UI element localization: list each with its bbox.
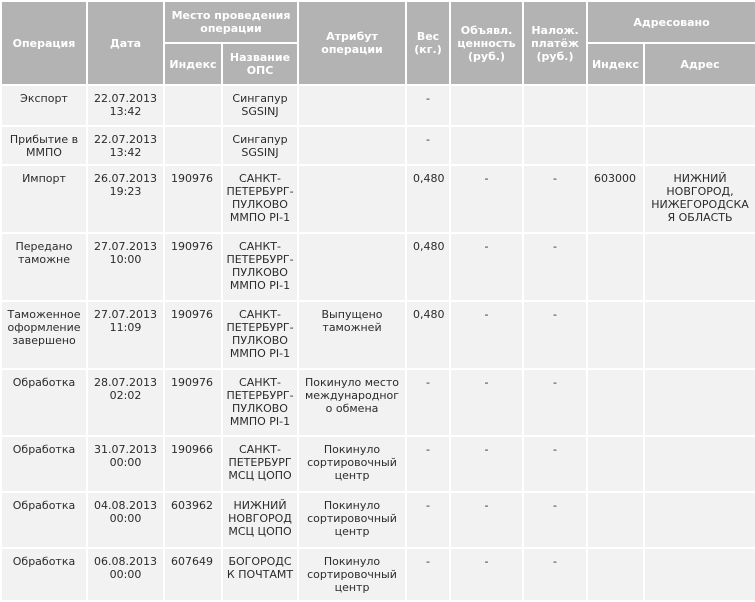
- cell-address: [644, 233, 755, 301]
- cell-ops-name: САНКТ-ПЕТЕРБУРГ МСЦ ЦОПО: [222, 436, 298, 492]
- cell-operation: Обработка: [1, 548, 87, 601]
- header-address: Адрес: [644, 43, 755, 85]
- cell-weight: 0,480: [406, 301, 450, 369]
- cell-declared-value: -: [450, 492, 523, 548]
- table-row: [1, 165, 755, 233]
- cell-declared-value: -: [450, 165, 523, 233]
- cell-index: [164, 126, 222, 165]
- cell-date: 22.07.2013 13:42: [87, 85, 164, 126]
- cell-ops-name: Сингапур SGSINJ: [222, 85, 298, 126]
- cell-date: 27.07.2013 10:00: [87, 233, 164, 301]
- cell-address: [644, 492, 755, 548]
- cell-weight: -: [406, 126, 450, 165]
- cell-index: 190976: [164, 301, 222, 369]
- cell-declared-value: -: [450, 369, 523, 436]
- cell-operation: Экспорт: [1, 85, 87, 126]
- cell-ops-name: НИЖНИЙ НОВГОРОД МСЦ ЦОПО: [222, 492, 298, 548]
- cell-weight: -: [406, 548, 450, 601]
- cell-date: 06.08.2013 00:00: [87, 548, 164, 601]
- cell-attribute: [298, 233, 406, 301]
- header-index: Индекс: [164, 43, 222, 85]
- table-row: [1, 492, 755, 548]
- cell-cod: -: [523, 369, 587, 436]
- table-row: [1, 233, 755, 301]
- cell-attribute: Покинуло место международного обмена: [298, 369, 406, 436]
- table-row: [1, 301, 755, 369]
- cell-date: 26.07.2013 19:23: [87, 165, 164, 233]
- header-operation: Операция: [1, 1, 87, 85]
- cell-operation: Передано таможне: [1, 233, 87, 301]
- cell-date: 22.07.2013 13:42: [87, 126, 164, 165]
- cell-attribute: [298, 165, 406, 233]
- header-cod: Налож. платёж (руб.): [523, 1, 587, 85]
- cell-operation: Обработка: [1, 436, 87, 492]
- cell-declared-value: [450, 85, 523, 126]
- cell-cod: -: [523, 436, 587, 492]
- cell-index: 190976: [164, 369, 222, 436]
- cell-weight: 0,480: [406, 233, 450, 301]
- cell-declared-value: -: [450, 233, 523, 301]
- cell-address: [644, 369, 755, 436]
- cell-addr-index: [587, 369, 644, 436]
- cell-attribute: Покинуло сортировочный центр: [298, 548, 406, 601]
- table-row: [1, 369, 755, 436]
- cell-index: 607649: [164, 548, 222, 601]
- cell-cod: -: [523, 165, 587, 233]
- cell-index: [164, 85, 222, 126]
- cell-addr-index: 603000: [587, 165, 644, 233]
- cell-operation: Таможенное оформление завершено: [1, 301, 87, 369]
- cell-addr-index: [587, 233, 644, 301]
- header-date: Дата: [87, 1, 164, 85]
- cell-ops-name: САНКТ-ПЕТЕРБУРГ-ПУЛКОВО ММПО PI-1: [222, 233, 298, 301]
- cell-index: 190976: [164, 233, 222, 301]
- cell-ops-name: Сингапур SGSINJ: [222, 126, 298, 165]
- cell-weight: -: [406, 436, 450, 492]
- cell-operation: Прибытие в ММПО: [1, 126, 87, 165]
- cell-address: [644, 126, 755, 165]
- cell-operation: Импорт: [1, 165, 87, 233]
- table-row: [1, 548, 755, 601]
- cell-weight: -: [406, 369, 450, 436]
- cell-addr-index: [587, 126, 644, 165]
- cell-index: 190976: [164, 165, 222, 233]
- cell-address: [644, 548, 755, 601]
- cell-attribute: [298, 126, 406, 165]
- cell-addr-index: [587, 548, 644, 601]
- cell-addr-index: [587, 301, 644, 369]
- cell-attribute: [298, 85, 406, 126]
- table-row: [1, 126, 755, 165]
- cell-ops-name: БОГОРОДСК ПОЧТАМТ: [222, 548, 298, 601]
- cell-date: 28.07.2013 02:02: [87, 369, 164, 436]
- header-declared-value: Объявл. ценность (руб.): [450, 1, 523, 85]
- cell-address: [644, 85, 755, 126]
- cell-ops-name: САНКТ-ПЕТЕРБУРГ-ПУЛКОВО ММПО PI-1: [222, 301, 298, 369]
- cell-address: [644, 436, 755, 492]
- table-row: [1, 436, 755, 492]
- cell-addr-index: [587, 492, 644, 548]
- cell-weight: -: [406, 85, 450, 126]
- table-header: [1, 1, 755, 85]
- cell-date: 04.08.2013 00:00: [87, 492, 164, 548]
- cell-attribute: Покинуло сортировочный центр: [298, 436, 406, 492]
- cell-addr-index: [587, 85, 644, 126]
- cell-address: [644, 301, 755, 369]
- cell-weight: -: [406, 492, 450, 548]
- cell-weight: 0,480: [406, 165, 450, 233]
- cell-ops-name: САНКТ-ПЕТЕРБУРГ-ПУЛКОВО ММПО PI-1: [222, 165, 298, 233]
- table-row: [1, 85, 755, 126]
- cell-index: 190966: [164, 436, 222, 492]
- table-body: [1, 85, 755, 601]
- header-attribute: Атрибут операции: [298, 1, 406, 85]
- cell-cod: [523, 126, 587, 165]
- cell-cod: -: [523, 233, 587, 301]
- cell-addr-index: [587, 436, 644, 492]
- cell-address: НИЖНИЙ НОВГОРОД, НИЖЕГОРОДСКАЯ ОБЛАСТЬ: [644, 165, 755, 233]
- cell-operation: Обработка: [1, 492, 87, 548]
- cell-operation: Обработка: [1, 369, 87, 436]
- header-ops-name: Название ОПС: [222, 43, 298, 85]
- cell-cod: -: [523, 301, 587, 369]
- cell-declared-value: [450, 126, 523, 165]
- cell-date: 27.07.2013 11:09: [87, 301, 164, 369]
- cell-attribute: Покинуло сортировочный центр: [298, 492, 406, 548]
- header-location-group: Место проведения операции: [164, 1, 298, 43]
- cell-cod: -: [523, 492, 587, 548]
- header-addr-index: Индекс: [587, 43, 644, 85]
- cell-attribute: Выпущено таможней: [298, 301, 406, 369]
- cell-index: 603962: [164, 492, 222, 548]
- cell-cod: -: [523, 548, 587, 601]
- cell-cod: [523, 85, 587, 126]
- cell-date: 31.07.2013 00:00: [87, 436, 164, 492]
- header-addressed-group: Адресовано: [587, 1, 755, 43]
- cell-declared-value: -: [450, 436, 523, 492]
- header-weight: Вес (кг.): [406, 1, 450, 85]
- cell-declared-value: -: [450, 548, 523, 601]
- cell-ops-name: САНКТ-ПЕТЕРБУРГ-ПУЛКОВО ММПО PI-1: [222, 369, 298, 436]
- cell-declared-value: -: [450, 301, 523, 369]
